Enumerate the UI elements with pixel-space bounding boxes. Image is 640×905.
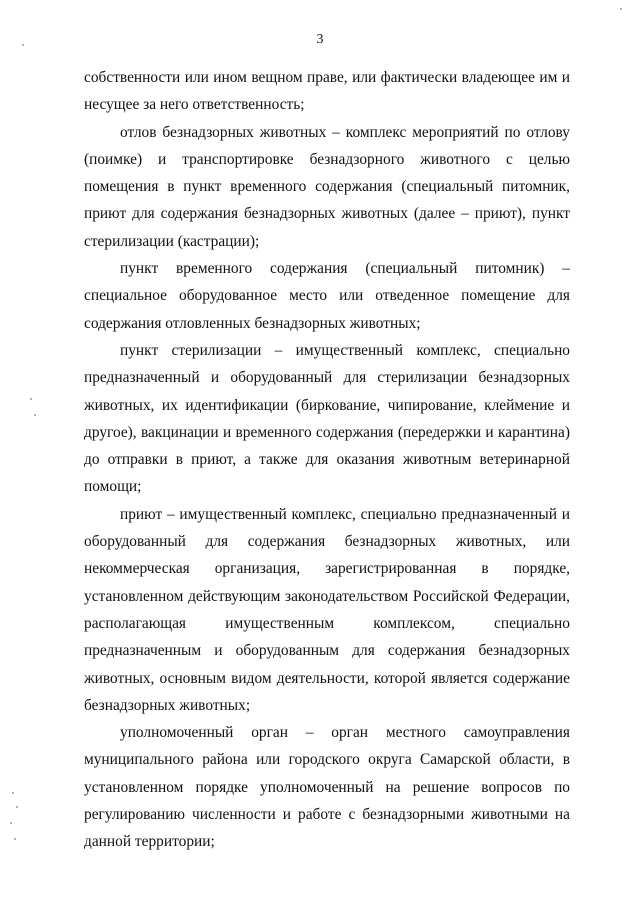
paragraph-definition-temporary-holding: пункт временного содержания (специальный питомник) – специальное оборудованное место или отведенное помещение для содержания отловленных безнадзорных животных; (84, 260, 570, 332)
scan-speck (10, 822, 12, 824)
paragraph-definition-capture: отлов безнадзорных животных – комплекс мероприятий по отлову (поимке) и транспортировке безнадзорного животного с целью помещения в пункт временного содержания (специальный питомник, приют для содержания безнадзорных животных (далее – приют), пункт стерилизации (кастрации); (84, 123, 570, 250)
document-body (84, 64, 570, 856)
page-number: 3 (316, 32, 324, 47)
paragraph-definition-shelter: приют – имущественный комплекс, специально предназначенный и оборудованный для содержания безнадзорных животных, или некоммерческая организация, зарегистрированная в порядке, установленном действующим законодательством Российской Федерации, располагающая имущественным комплексом, специально предназначенным и оборудованным для содержания безнадзорных животных, основным видом деятельности, которой является содержание безнадзорных животных; (84, 505, 570, 714)
scan-speck (12, 792, 14, 794)
scan-speck (16, 806, 18, 808)
paragraph-continuation: собственности или ином вещном праве, или фактически владеющее им и несущее за него ответственность; (84, 69, 570, 114)
scan-speck (34, 414, 36, 416)
scan-speck (30, 398, 32, 400)
scan-speck (22, 44, 24, 46)
paragraph-definition-sterilization-point: пункт стерилизации – имущественный комплекс, специально предназначенный и оборудованный для стерилизации безнадзорных животных, их идентификации (биркование, чипирование, клеймение и другое), вакцинации и временного содержания (передержки и карантина) до отправки в приют, а также для оказания животным ветеринарной помощи; (84, 341, 570, 496)
scan-speck (14, 838, 16, 840)
scan-speck (620, 8, 622, 10)
paragraph-definition-authorized-body: уполномоченный орган – орган местного самоуправления муниципального района или городского округа Самарской области, в установленном порядке уполномоченный на решение вопросов по регулированию численности и работе с безнадзорными животными на данной территории; (84, 724, 570, 851)
